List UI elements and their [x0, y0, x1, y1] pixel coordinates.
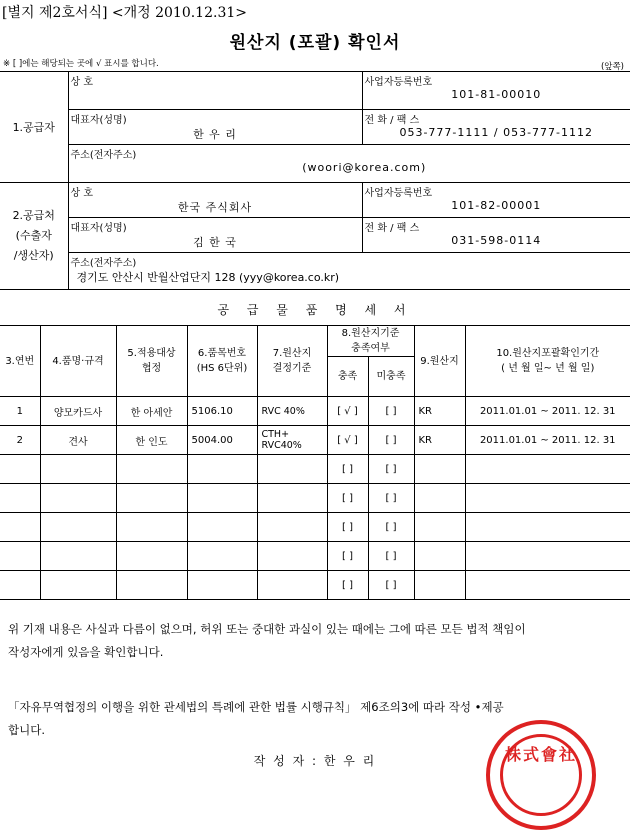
header-fta: 5.적용대상 협정 — [116, 326, 187, 397]
receiver-company-cell: 상 호 한국 주식회사 — [68, 183, 362, 218]
goods-caption: 공 급 물 품 명 세 서 — [0, 301, 630, 318]
cell-item: 양모카드사 — [40, 397, 116, 426]
cell-unmet[interactable]: [ ] — [368, 513, 414, 542]
cell-no: 2 — [0, 426, 40, 455]
declaration-text: 위 기재 내용은 사실과 다름이 없으며, 허위 또는 중대한 과실이 있는 때에는 그에 따른 모든 법적 책임이 작성자에게 있음을 확인합니다. — [8, 618, 628, 664]
cell-fta — [116, 455, 187, 484]
cell-met[interactable]: [ √ ] — [327, 426, 368, 455]
company-seal-stamp: 株式會社 — [486, 720, 596, 830]
receiver-company-value: 한국 주식회사 — [69, 199, 362, 215]
receiver-address-cell: 주소(전자주소) 경기도 안산시 반월산업단지 128 (yyy@korea.co.kr) — [68, 253, 630, 290]
legal-basis-text: 「자유무역협정의 이행을 위한 관세법의 특례에 관한 법률 시행규칙」 제6조의3에 따라 작성 •제공 합니다. — [8, 696, 628, 742]
cell-no: 1 — [0, 397, 40, 426]
header-met: 충족 — [327, 357, 368, 397]
receiver-phone-cell: 전 화 / 팩 스 031-598-0114 — [362, 218, 630, 253]
table-row — [0, 426, 630, 455]
header-rule: 7.원산지 결정기준 — [257, 326, 327, 397]
supplier-address-value: (woori@korea.com) — [69, 161, 630, 174]
receiver-rep-cell: 대표자(성명) 김 한 국 — [68, 218, 362, 253]
cell-origin — [414, 542, 465, 571]
cell-met[interactable]: [ ] — [327, 542, 368, 571]
cell-unmet[interactable]: [ ] — [368, 484, 414, 513]
cell-period: 2011.01.01 ~ 2011. 12. 31 — [465, 426, 630, 455]
supplier-company-cell: 상 호 — [68, 72, 362, 110]
header-unmet: 미충족 — [368, 357, 414, 397]
cell-fta — [116, 571, 187, 600]
receiver-table — [0, 182, 630, 290]
cell-item — [40, 542, 116, 571]
cell-hs: 5106.10 — [187, 397, 257, 426]
header-item: 4.품명·규격 — [40, 326, 116, 397]
cell-hs — [187, 571, 257, 600]
cell-rule: RVC 40% — [257, 397, 327, 426]
header-no: 3.연번 — [0, 326, 40, 397]
receiver-phone-value: 031-598-0114 — [363, 234, 630, 247]
cell-rule — [257, 542, 327, 571]
cell-fta: 한 인도 — [116, 426, 187, 455]
cell-met[interactable]: [ ] — [327, 455, 368, 484]
supplier-rep-cell: 대표자(성명) 한 우 리 — [68, 110, 362, 145]
cell-item — [40, 513, 116, 542]
table-row — [0, 484, 630, 513]
cell-hs — [187, 455, 257, 484]
supplier-phone-cell: 전 화 / 팩 스 053-777-1111 / 053-777-1112 — [362, 110, 630, 145]
cell-no — [0, 542, 40, 571]
instruction-note: ※ [ ]에는 해당되는 곳에 √ 표시를 합니다. — [3, 57, 159, 69]
table-row — [0, 455, 630, 484]
cell-origin: KR — [414, 397, 465, 426]
header-hs: 6.품목번호 (HS 6단위) — [187, 326, 257, 397]
cell-period: 2011.01.01 ~ 2011. 12. 31 — [465, 397, 630, 426]
supplier-bizno-cell: 사업자등록번호 101-81-00010 — [362, 72, 630, 110]
supplier-bizno-value: 101-81-00010 — [363, 88, 630, 101]
cell-fta — [116, 484, 187, 513]
cell-met[interactable]: [ ] — [327, 484, 368, 513]
cell-item — [40, 455, 116, 484]
cell-unmet[interactable]: [ ] — [368, 397, 414, 426]
cell-fta: 한 아세안 — [116, 397, 187, 426]
receiver-bizno-cell: 사업자등록번호 101-82-00001 — [362, 183, 630, 218]
document-title: 원산지 (포괄) 확인서 — [0, 28, 630, 53]
cell-met[interactable]: [ √ ] — [327, 397, 368, 426]
goods-table — [0, 325, 630, 600]
cell-met[interactable]: [ ] — [327, 571, 368, 600]
cell-period — [465, 513, 630, 542]
cell-origin — [414, 513, 465, 542]
cell-unmet[interactable]: [ ] — [368, 571, 414, 600]
cell-period — [465, 571, 630, 600]
receiver-section-label: 2.공급처 (수출자 /생산자) — [0, 183, 68, 290]
table-row — [0, 542, 630, 571]
form-reference: [별지 제2호서식] <개정 2010.12.31> — [2, 2, 247, 22]
cell-unmet[interactable]: [ ] — [368, 426, 414, 455]
supplier-phone-value: 053-777-1111 / 053-777-1112 — [363, 126, 630, 139]
cell-item — [40, 571, 116, 600]
cell-origin — [414, 571, 465, 600]
header-period: 10.원산지포괄확인기간 ( 년 월 일~ 년 월 일) — [465, 326, 630, 397]
table-row — [0, 513, 630, 542]
cell-hs: 5004.00 — [187, 426, 257, 455]
table-row — [0, 397, 630, 426]
table-row — [0, 571, 630, 600]
cell-hs — [187, 484, 257, 513]
header-criteria: 8.원산지기준 충족여부 — [327, 326, 414, 357]
cell-period — [465, 455, 630, 484]
cell-hs — [187, 542, 257, 571]
cell-no — [0, 513, 40, 542]
cell-no — [0, 571, 40, 600]
cell-fta — [116, 542, 187, 571]
cell-no — [0, 455, 40, 484]
cell-met[interactable]: [ ] — [327, 513, 368, 542]
cell-origin — [414, 484, 465, 513]
cell-rule — [257, 513, 327, 542]
cell-no — [0, 484, 40, 513]
receiver-rep-value: 김 한 국 — [69, 234, 362, 250]
cell-item — [40, 484, 116, 513]
cell-hs — [187, 513, 257, 542]
cell-origin: KR — [414, 426, 465, 455]
cell-rule: CTH+ RVC40% — [257, 426, 327, 455]
receiver-address-value: 경기도 안산시 반월산업단지 128 (yyy@korea.co.kr) — [69, 269, 630, 285]
supplier-table — [0, 71, 630, 183]
cell-rule — [257, 455, 327, 484]
page-side-note: (앞쪽) — [601, 60, 624, 72]
receiver-bizno-value: 101-82-00001 — [363, 199, 630, 212]
header-origin: 9.원산지 — [414, 326, 465, 397]
supplier-section-label: 1.공급자 — [0, 72, 68, 183]
cell-unmet[interactable]: [ ] — [368, 542, 414, 571]
cell-origin — [414, 455, 465, 484]
supplier-address-cell: 주소(전자주소) (woori@korea.com) — [68, 145, 630, 183]
cell-unmet[interactable]: [ ] — [368, 455, 414, 484]
cell-fta — [116, 513, 187, 542]
author-line: 작 성 자 : 한 우 리 — [0, 752, 630, 769]
cell-item: 견사 — [40, 426, 116, 455]
cell-period — [465, 542, 630, 571]
cell-rule — [257, 484, 327, 513]
cell-rule — [257, 571, 327, 600]
cell-period — [465, 484, 630, 513]
supplier-rep-value: 한 우 리 — [69, 126, 362, 142]
